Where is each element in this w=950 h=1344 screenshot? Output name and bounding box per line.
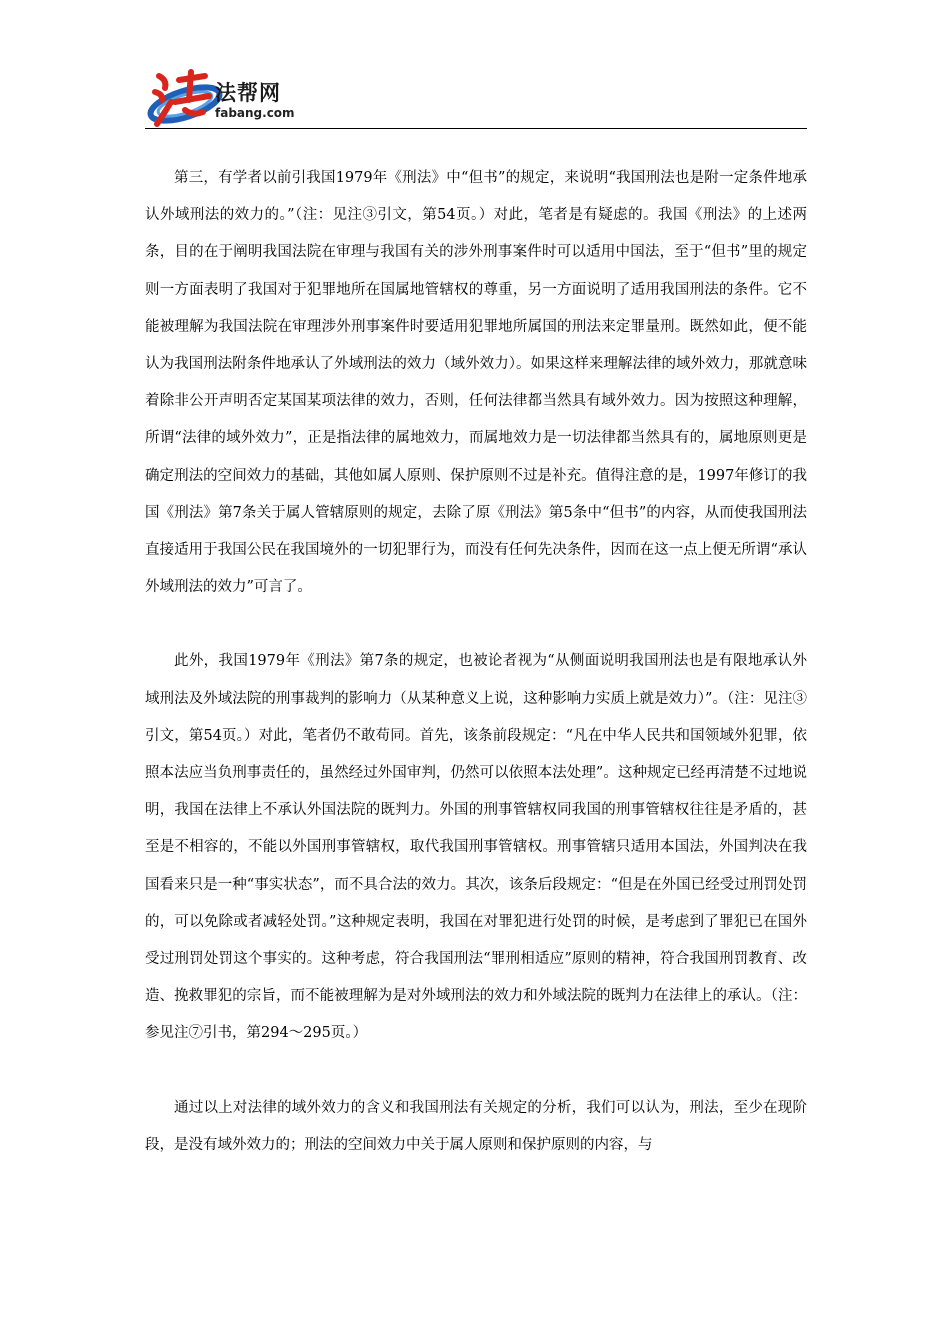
header-divider <box>145 128 807 129</box>
article-body <box>145 160 807 1201</box>
logo-name: 法帮网 <box>215 81 281 105</box>
page-header <box>145 60 805 130</box>
fabang-logo-icon <box>145 66 225 130</box>
logo-url: fabang.com <box>215 106 295 120</box>
paragraph-2: 此外，我国1979年《刑法》第7条的规定，也被论者视为“从侧面说明我国刑法也是有限地承认外域刑法及外域法院的刑事裁判的影响力（从某种意义上说，这种影响力实质上就是效力）”。（注：见注③引文，第54页。）对此，笔者仍不敢苟同。首先，该条前段规定：“凡在中华人民共和国领域外犯罪，依照本法应当负刑事责任的，虽然经过外国审判，仍然可以依照本法处理”。这种规定已经再清楚不过地说明，我国在法律上不承认外国法院的既判力。外国的刑事管辖权同我国的刑事管辖权往往是矛盾的，甚至是不相容的，不能以外国刑事管辖权，取代我国刑事管辖权。刑事管辖只适用本国法，外国判决在我国看来只是一种“事实状态”，而不具合法的效力。其次，该条后段规定：“但是在外国已经受过刑罚处罚的，可以免除或者减轻处罚。”这种规定表明，我国在对罪犯进行处罚的时候，是考虑到了罪犯已在国外受过刑罚处罚这个事实的。这种考虑，符合我国刑法“罪刑相适应”原则的精神，符合我国刑罚教育、改造、挽救罪犯的宗旨，而不能被理解为是对外域刑法的效力和外域法院的既判力在法律上的承认。（注：参见注⑦引书，第294～295页。） <box>145 653 807 1042</box>
paragraph-1: 第三，有学者以前引我国1979年《刑法》中“但书”的规定，来说明“我国刑法也是附一定条件地承认外域刑法的效力的。”（注：见注③引文，第54页。）对此，笔者是有疑虑的。我国《刑法》的上述两条，目的在于阐明我国法院在审理与我国有关的涉外刑事案件时可以适用中国法，至于“但书”里的规定则一方面表明了我国对于犯罪地所在国属地管辖权的尊重，另一方面说明了适用我国刑法的条件。它不能被理解为我国法院在审理涉外刑事案件时要适用犯罪地所属国的刑法来定罪量刑。既然如此，便不能认为我国刑法附条件地承认了外域刑法的效力（域外效力）。如果这样来理解法律的域外效力，那就意味着除非公开声明否定某国某项法律的效力，否则，任何法律都当然具有域外效力。因为按照这种理解，所谓“法律的域外效力”，正是指法律的属地效力，而属地效力是一切法律都当然具有的，属地原则更是确定刑法的空间效力的基础，其他如属人原则、保护原则不过是补充。值得注意的是，1997年修订的我国《刑法》第7条关于属人管辖原则的规定，去除了原《刑法》第5条中“但书”的内容，从而使我国刑法直接适用于我国公民在我国境外的一切犯罪行为，而没有任何先决条件，因而在这一点上便无所谓“承认外域刑法的效力”可言了。 <box>145 170 807 596</box>
paragraph-3: 通过以上对法律的域外效力的含义和我国刑法有关规定的分析，我们可以认为，刑法，至少在现阶段，是没有域外效力的；刑法的空间效力中关于属人原则和保护原则的内容，与 <box>145 1099 807 1153</box>
